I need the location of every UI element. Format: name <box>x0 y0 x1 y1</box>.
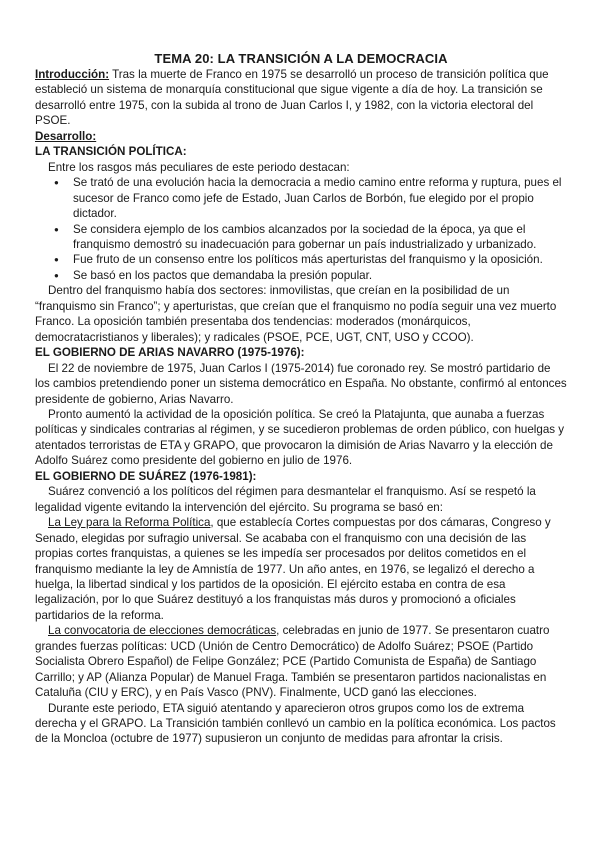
section1-paragraph: Dentro del franquismo había dos sectores: inmovilistas, que creían en la posibilidad de un “franquismo sin Franco”; y aperturistas, que creían que el franquismo no podía seguir una vez muerto Franco. La oposición también presentaba dos tendencias: moderados (monárquicos, democratacristianos y liberales); y radicales (PSOE, PCE, UGT, CNT, USO y CCOO). <box>35 284 557 344</box>
section1-lead: Entre los rasgos más peculiares de este periodo destacan: <box>48 160 350 174</box>
list-item: ● Se trató de una evolución hacia la democracia a medio camino entre reforma y ruptura, pues el sucesor de Franco como jefe de Estado, Juan Carlos de Borbón, fue elegido por el propio dictador. <box>73 175 567 221</box>
convocatoria-text: , celebradas en junio de 1977. Se presentaron cuatro grandes fuerzas políticas: UCD (Unión de Centro Democrático) de Adolfo Suárez; PSOE (Partido Socialista Obrero Español) de Felipe González; PCE (Partido Comunista de España) de Santiago Carrillo; y AP (Alianza Popular) de Manuel Fraga. También se presentaron partidos nacionalistas en Cataluña (CIU y ERC), y en País Vasco (PNV). Finalmente, UCD ganó las elecciones. <box>35 624 550 700</box>
section3-ley-paragraph <box>35 515 567 623</box>
list-item: ● Se basó en los pactos que demandaba la presión popular. <box>73 268 567 283</box>
section-heading-suarez: EL GOBIERNO DE SUÁREZ (1976-1981): <box>35 469 257 483</box>
intro-label: Introducción: <box>35 68 110 81</box>
ley-reforma-text: , que establecía Cortes compuestas por dos cámaras, Congreso y Senado, elegidas por sufragio universal. Se acababa con el franquismo con una decisión de las propias cortes franquistas, a quienes se les impedía ser procesados por delitos cometidos en el franquismo mediante la ley de Amnistía de 1977. Un año antes, en 1976, se legalizó el derecho a huelga, la libertad sindical y los partidos de la oposición. El ejército estaba en contra de esa legalización, por lo que Suárez destituyó a los franquistas más duros y promocionó a oficiales partidarios de la reforma. <box>35 516 551 622</box>
section-heading-transicion: LA TRANSICIÓN POLÍTICA: <box>35 145 187 159</box>
section3-convocatoria-paragraph <box>35 623 567 700</box>
section3-paragraph-1: Suárez convenció a los políticos del régimen para desmantelar el franquismo. Así se respetó la legalidad vigente evitando la intervención del ejército. Su programa se basó en: <box>35 485 536 514</box>
list-item: ● Se considera ejemplo de los cambios alcanzados por la sociedad de la época, ya que el franquismo demostró su inadecuación para gobernar un país industrializado y urbanizado. <box>73 222 567 253</box>
desarrollo-label: Desarrollo: <box>35 129 97 143</box>
ley-reforma-link: La Ley para la Reforma Política <box>48 516 211 530</box>
section3-paragraph-last: Durante este periodo, ETA siguió atentando y aparecieron otros grupos como los de extrema derecha y el GRAPO. La Transición también conllevó un cambio en la política económica. Los pactos de la Moncloa (octubre de 1977) supusieron un conjunto de medidas para afrontar la crisis. <box>35 701 556 746</box>
intro-paragraph <box>35 67 567 129</box>
section2-paragraph-2: Pronto aumentó la actividad de la oposición política. Se creó la Platajunta, que aunaba a fuerzas políticas y sindicales contrarias al régimen, y se sucedieron problemas de orden público, con huelgas y atentados terroristas de ETA y GRAPO, que provocaron la dimisión de Arias Navarro y la elección de Adolfo Suárez como presidente del gobierno en julio de 1976. <box>35 407 565 468</box>
traits-list <box>35 175 567 283</box>
list-item: ● Fue fruto de un consenso entre los políticos más aperturistas del franquismo y la oposición. <box>73 252 567 267</box>
page-title: TEMA 20: LA TRANSICIÓN A LA DEMOCRACIA <box>154 51 448 66</box>
convocatoria-link: La convocatoria de elecciones democráticas <box>48 624 277 638</box>
section-heading-arias-navarro: EL GOBIERNO DE ARIAS NAVARRO (1975-1976): <box>35 346 305 360</box>
intro-text: Tras la muerte de Franco en 1975 se desarrolló un proceso de transición política que estableció un sistema de monarquía constitucional que sigue vigente a día de hoy. La transición se desarrolló entre 1975, con la subida al trono de Juan Carlos I, y 1982, con la victoria electoral del PSOE. <box>35 68 549 128</box>
section2-paragraph-1: El 22 de noviembre de 1975, Juan Carlos I (1975-2014) fue coronado rey. Se mostró partidario de los cambios pretendiendo poner un sistema democrático en España. No obstante, confirmó al entonces presidente de gobierno, Arias Navarro. <box>35 361 567 406</box>
